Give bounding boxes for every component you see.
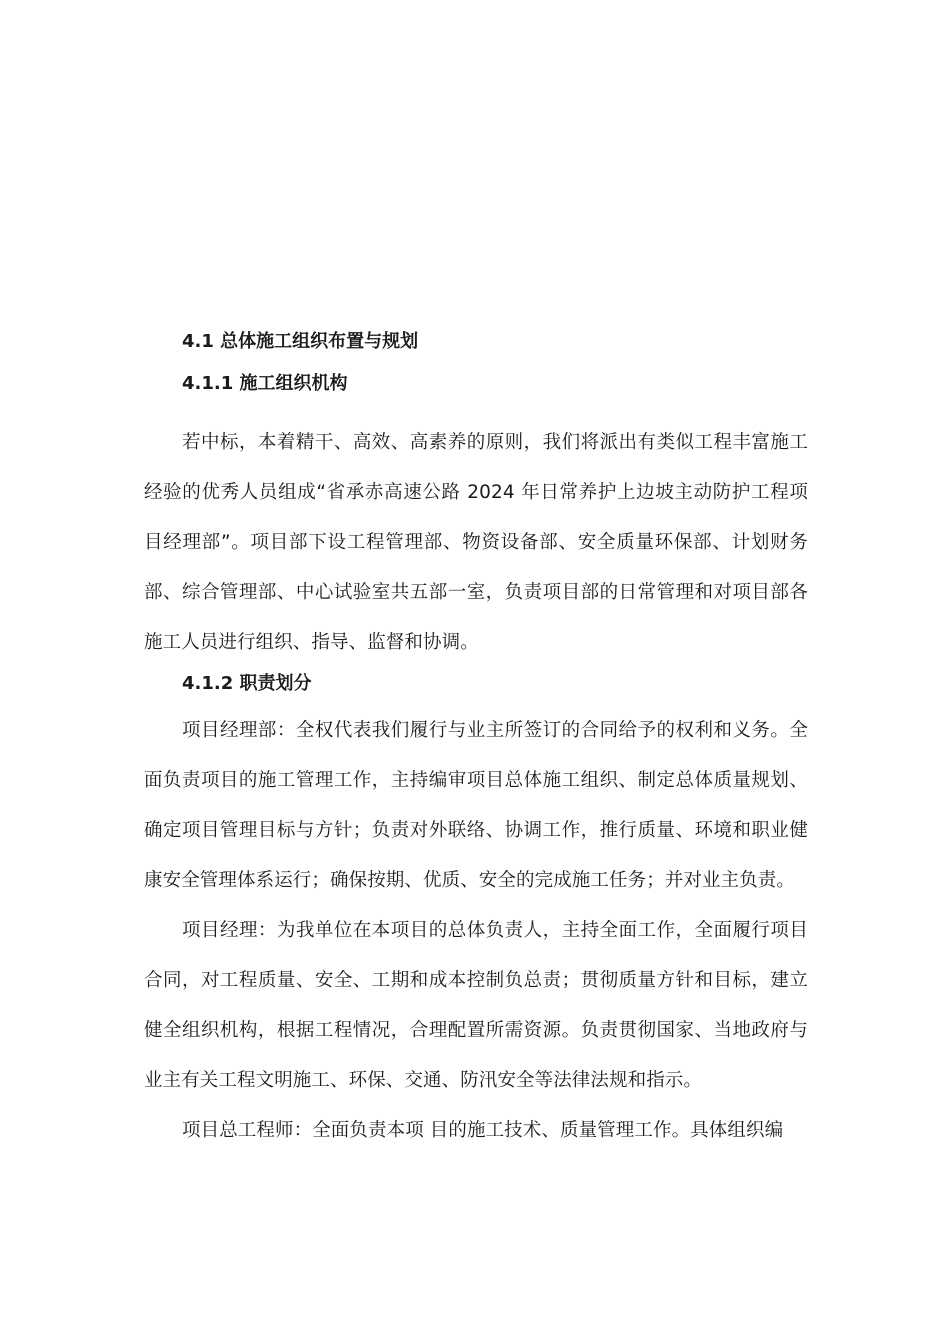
section-heading-4-1-1: 4.1.1 施工组织机构 (182, 373, 348, 394)
paragraph-project-manager: 项目经理：为我单位在本项目的总体负责人，主持全面工作，全面履行项目合同，对工程质量、安全、工期和成本控制负总责；贯彻质量方针和目标，建立健全组织机构，根据工程情况，合理配置所需资源。负责贯彻国家、当地政府与业主有关工程文明施工、环保、交通、防汛安全等法律法规和指示。 (144, 920, 808, 1091)
paragraph-project-department: 项目经理部：全权代表我们履行与业主所签订的合同给予的权利和义务。全面负责项目的施工管理工作，主持编审项目总体施工组织、制定总体质量规划、确定项目管理目标与方针；负责对外联络、协调工作，推行质量、环境和职业健康安全管理体系运行；确保按期、优质、安全的完成施工任务；并对业主负责。 (144, 720, 808, 891)
section-heading-4-1: 4.1 总体施工组织布置与规划 (182, 331, 419, 352)
paragraph-organization: 若中标，本着精干、高效、高素养的原则，我们将派出有类似工程丰富施工经验的优秀人员组成“省承赤高速公路 2024 年日常养护上边坡主动防护工程项目经理部”。项目部下设工程管理部、物资设备部、安全质量环保部、计划财务部、综合管理部、中心试验室共五部一室，负责项目部的日常管理和对项目部各施工人员进行组织、指导、监督和协调。 (144, 432, 808, 653)
section-heading-4-1-2: 4.1.2 职责划分 (182, 673, 312, 694)
document-body (144, 328, 808, 1156)
paragraph-chief-engineer: 项目总工程师：全面负责本项 目的施工技术、质量管理工作。具体组织编 (182, 1120, 784, 1141)
